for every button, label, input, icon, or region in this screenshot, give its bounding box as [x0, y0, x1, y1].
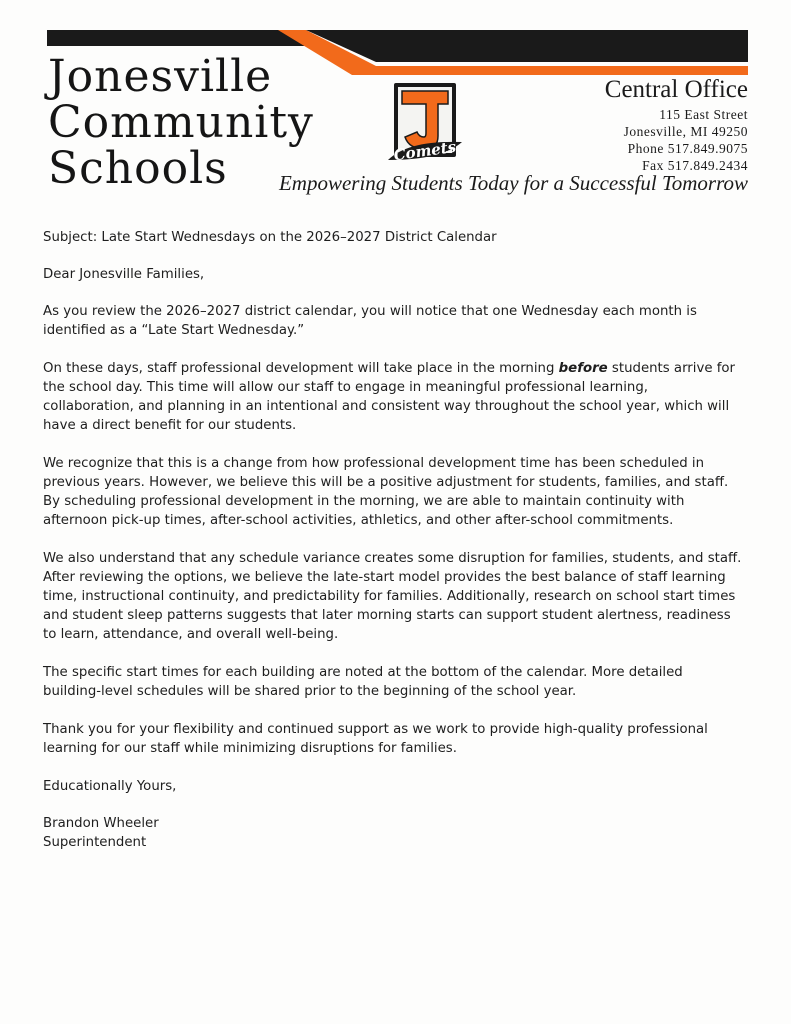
- paragraph-6: Thank you for your flexibility and continued support as we work to provide high-quality professional learning for our staff while minimizing disruptions for families.: [43, 722, 708, 756]
- office-city: Jonesville, MI 49250: [623, 124, 748, 139]
- paragraph-1: As you review the 2026–2027 district calendar, you will notice that one Wednesday each month is identified as a “Late Start Wednesday.”: [43, 304, 697, 338]
- header-band-right-black: [306, 30, 748, 62]
- office-fax: Fax 517.849.2434: [642, 158, 748, 173]
- district-name: [48, 51, 314, 194]
- signer-name: Brandon Wheeler: [43, 816, 159, 831]
- paragraph-2-emphasis: before: [558, 361, 608, 376]
- paragraph-2-start: On these days, staff professional development will take place in the morning: [43, 361, 559, 376]
- signature-block: [43, 814, 743, 852]
- closing: Educationally Yours,: [43, 779, 177, 794]
- office-title: Central Office: [604, 76, 748, 103]
- central-office-block: [605, 76, 748, 174]
- paragraph-3: We recognize that this is a change from how professional development time has been scheduled in previous years. However, we believe this will be a positive adjustment for students, families, and staff. By scheduling professional development in the morning, we are able to maintain continuity with afternoon pick-up times, after-school activities, athletics, and other after-school commitments.: [43, 456, 729, 528]
- paragraph-2-end: students arrive for the school day. This time will allow our staff to engage in meaningful professional learning, collaboration, and planning in an intentional and consistent way throughout the school year, which will have a direct benefit for our students.: [43, 361, 736, 433]
- office-phone: Phone 517.849.9075: [627, 141, 748, 156]
- district-name-line-2: Community: [48, 97, 314, 148]
- district-name-line-3: Schools: [48, 143, 228, 194]
- subject-line: Subject: Late Start Wednesdays on the 2026–2027 District Calendar: [43, 230, 497, 245]
- paragraph-2: [43, 359, 743, 435]
- tagline: Empowering Students Today for a Successful Tomorrow: [278, 171, 748, 195]
- office-street: 115 East Street: [659, 107, 748, 122]
- comets-logo: [382, 80, 468, 170]
- greeting: Dear Jonesville Families,: [43, 267, 205, 282]
- signer-title: Superintendent: [43, 835, 147, 850]
- letterhead: [0, 0, 791, 200]
- district-name-line-1: Jonesville: [48, 51, 273, 102]
- paragraph-4: We also understand that any schedule variance creates some disruption for families, students, and staff. After reviewing the options, we believe the late-start model provides the best balance of staff learning time, instructional continuity, and predictability for families. Additionally, research on school start times and student sleep patterns suggests that later morning starts can support student alertness, readiness to learn, attendance, and overall well-being.: [43, 551, 742, 642]
- comets-logo-graphic: [382, 80, 468, 170]
- logo-script: Comets: [392, 137, 458, 165]
- letter-body: [43, 228, 743, 871]
- paragraph-5: The specific start times for each building are noted at the bottom of the calendar. More detailed building-level schedules will be shared prior to the beginning of the school year.: [43, 665, 683, 699]
